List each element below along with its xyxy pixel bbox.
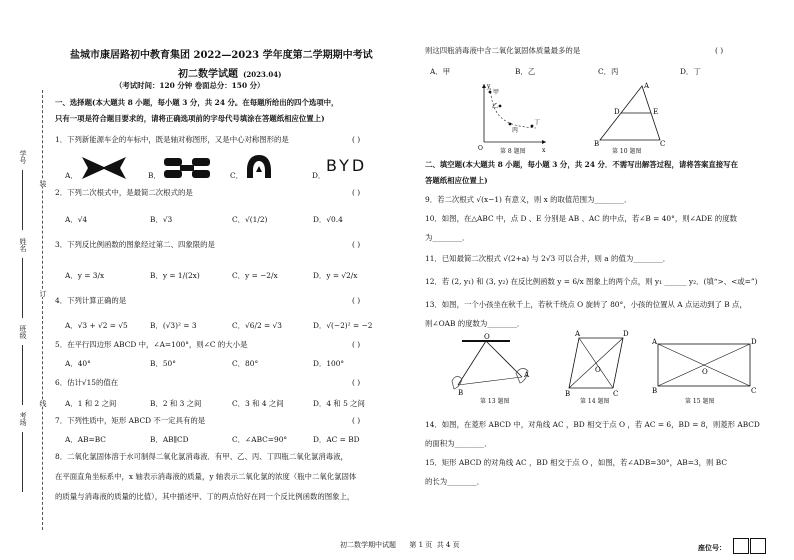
q1-option-b: B． [148, 171, 161, 180]
seat-label: 座位号： [698, 543, 726, 552]
fig13-o: O [484, 333, 490, 341]
binding-line [42, 90, 43, 530]
q5-option-b: B．50° [150, 359, 176, 368]
q11: 11．已知最简二次根式 √(2+a) 与 2√3 可以合并，则 a 的值为________． [425, 254, 671, 263]
q8-option-d: D．丁 [680, 67, 701, 76]
q6-stem: 6．估计√15的值在 [55, 378, 119, 387]
q5-stem: 5．在平行四边形 ABCD 中，∠A=100°，则∠C 的大小是 [55, 340, 248, 349]
q3-option-d: D．y = √2/x [313, 271, 358, 280]
section2-line2: 答题纸相应位置上) [425, 176, 488, 185]
q1-stem: 1．下列新能源车企的车标中，既是轴对称图形，又是中心对称图形的是 [55, 135, 289, 144]
q6-option-d: D．4 和 5 之间 [313, 399, 365, 408]
q14: 14．如图，在菱形 ABCD 中，对角线 AC ，BD 相交于点 O ，若 AC = 6，BD = 8，则菱形 ABCD [425, 420, 760, 429]
q2-paren: ( ) [352, 188, 361, 197]
q8-option-b: B．乙 [515, 67, 536, 76]
q7-paren: ( ) [352, 416, 361, 425]
fig10-c: C [660, 140, 666, 148]
q1-option-a: A． [65, 171, 78, 180]
fig14-o: O [595, 366, 601, 374]
section2-line1: 二、填空题(本大题共 8 小题，每小题 3 分，共 24 分．不需写出解答过程，请将答案直接写在 [425, 160, 738, 169]
q3-stem: 3．下列反比例函数的图象经过第二、四象限的是 [55, 240, 215, 249]
paper-title: 初二数学试题 [178, 69, 238, 80]
q3-option-a: A．y = 3/x [65, 271, 105, 280]
fig13-caption: 第 13 题图 [480, 398, 510, 405]
student-id-label: 学号 [19, 150, 27, 164]
paper-date: (2023.04) [243, 70, 282, 79]
q3-option-b: B．y = 1/(2x) [150, 271, 200, 280]
q9: 9．若二次根式 √(x−1) 有意义，则 x 的取值范围为________． [425, 195, 632, 204]
exam-room-label: 考场 [19, 412, 27, 426]
figure-14 [565, 330, 635, 396]
fig14-c: C [613, 390, 619, 396]
q7-option-c: C．∠ABC=90° [232, 435, 288, 444]
fig8-caption: 第 8 题图 [500, 148, 526, 155]
fig14-b: B [565, 390, 571, 396]
exam-title: 盐城市康居路初中教育集团 2022—2023 学年度第二学期期中考试 [70, 50, 373, 61]
fig8-x-label: x [542, 147, 546, 154]
q2-option-b: B．√3 [150, 215, 173, 224]
q8-line4: 则这四瓶消毒液中含二氧化氯固体质量最多的是 [425, 46, 581, 55]
fig15-caption: 第 15 题图 [685, 398, 715, 405]
fig15-a: A [652, 338, 658, 346]
fig10-b: B [594, 140, 600, 148]
fig8-ding: 丁 [534, 119, 541, 126]
q8-line2: 在平面直角坐标系中，x 轴表示消毒液的质量，y 轴表示二氧化氯的浓度（瓶中二氧化氯固体 [55, 472, 357, 481]
q1-option-d: D． [312, 171, 326, 180]
q7-option-b: B．AB∥CD [150, 435, 189, 444]
fig14-d: D [623, 330, 629, 338]
fig15-b: B [652, 387, 658, 394]
fig14-caption: 第 14 题图 [580, 398, 610, 405]
q6-option-b: B．2 和 3 之间 [150, 399, 202, 408]
q10-cont: 为________． [425, 233, 470, 242]
fig15-c: C [751, 387, 757, 394]
seal-char-2: 订 [39, 290, 47, 297]
q5-option-a: A．40° [65, 359, 91, 368]
fig15-d: D [751, 338, 757, 346]
q7-option-d: D．AC = BD [313, 435, 360, 444]
q1-logo-a [80, 155, 128, 181]
fig8-bing: 丙 [512, 127, 519, 134]
q4-option-b: B．(√3)² = 3 [150, 321, 197, 330]
exam-info: （考试时间：120 分钟 卷面总分：150 分） [115, 81, 265, 90]
q4-option-d: D．√(−2)² = −2 [313, 321, 373, 330]
figure-13 [440, 333, 540, 399]
q8-stem: 8．二氧化氯固体溶于水可制得二氧化氯消毒液．有甲、乙、丙、丁四瓶二氧化氯消毒液， [55, 452, 348, 461]
q8-option-a: A．甲 [430, 67, 451, 76]
fig8-yi: 乙 [492, 103, 499, 110]
q4-stem: 4．下列计算正确的是 [55, 296, 127, 305]
q2-option-c: C．√(1/2) [232, 215, 268, 224]
q7-option-a: A．AB=BC [65, 435, 106, 444]
q2-option-d: D．√0.4 [313, 215, 343, 224]
q4-option-c: C．√6/2 = √3 [232, 321, 282, 330]
q4-option-a: A．√3 + √2 = √5 [65, 321, 128, 330]
q5-paren: ( ) [352, 340, 361, 349]
q5-option-d: D．100° [313, 359, 345, 368]
seal-char-1: 装 [39, 180, 47, 187]
page-footer: 初二数学期中试题 第 1 页 共 4 页 [340, 541, 460, 549]
fig10-caption: 第 10 题图 [612, 148, 642, 155]
q6-option-a: A．1 和 2 之间 [65, 399, 117, 408]
fig13-a: A [524, 371, 530, 379]
fig15-o: O [702, 368, 708, 376]
q5-option-c: C．80° [232, 359, 259, 368]
q15-cont: 的长为________． [425, 477, 485, 486]
exam-room-blank [22, 432, 24, 492]
section1-line1: 一、选择题(本大题共 8 小题，每小题 3 分，共 24 分。在每题所给出的四个选项中， [55, 98, 339, 107]
q14-cont: 的面积为________． [425, 439, 492, 448]
q1-option-c: C． [230, 171, 244, 180]
q3-option-c: C．y = −2/x [232, 271, 278, 280]
seat-box-1[interactable] [733, 538, 749, 554]
q8-paren: ( ) [715, 46, 724, 55]
q8-line3: 的质量与消毒液的质量的比值），其中描述甲、丁的两点恰好在同一个反比例函数的图象上， [55, 492, 355, 501]
class-label: 班级 [19, 325, 27, 339]
class-blank [22, 345, 24, 405]
q12: 12．若 (2, y₁) 和 (3, y₂) 在反比例函数 y = 6/x 图象上的两个点，则 y₁ ______ y₂．(填“>、<或=”) [425, 277, 758, 286]
q4-paren: ( ) [352, 296, 361, 305]
q3-paren: ( ) [352, 240, 361, 249]
q1-paren: ( ) [352, 135, 361, 144]
fig10-d: D [614, 108, 620, 116]
fig8-jia: 甲 [493, 89, 500, 96]
q8-option-c: C．丙 [598, 67, 619, 76]
fig10-e: E [653, 108, 659, 116]
q1-logo-b [162, 155, 212, 181]
seat-box-2[interactable] [750, 538, 766, 554]
q6-option-c: C．3 和 4 之间 [232, 399, 284, 408]
q2-option-a: A．√4 [65, 215, 88, 224]
figure-15 [650, 336, 760, 394]
name-label: 姓名 [19, 238, 27, 252]
fig10-a: A [644, 82, 650, 90]
q1-logo-c [244, 152, 274, 182]
fig8-y-label: y [487, 83, 491, 90]
q13-cont: 则∠OAB 的度数为________． [425, 319, 525, 328]
student-id-blank [22, 170, 24, 230]
q13: 13．如图，一个小孩坐在秋千上，若秋千绕点 O 旋转了 80°，小孩的位置从 A 点运动到了 B 点， [425, 300, 747, 309]
fig8-origin: O [478, 145, 483, 152]
q7-stem: 7．下列性质中，矩形 ABCD 不一定具有的是 [55, 416, 206, 425]
q10: 10．如图，在△ABC 中，点 D 、E 分别是 AB 、AC 的中点，若∠B = 40°，则∠ADE 的度数 [425, 214, 737, 223]
figure-10 [590, 80, 670, 148]
q1-logo-d: BYD [326, 156, 368, 175]
fig13-b: B [458, 389, 464, 397]
q2-stem: 2．下列二次根式中，是最简二次根式的是 [55, 188, 193, 197]
q6-paren: ( ) [352, 378, 361, 387]
q15: 15．矩形 ABCD 的对角线 AC ，BD 相交于点 O ，如图，若∠ADB=30°，AB=3，则 BC [425, 458, 727, 467]
section1-line2: 只有一项是符合题目要求的，请将正确选项前的字母代号填涂在答题纸相应位置上) [55, 114, 325, 123]
name-blank [22, 258, 24, 318]
subtitle [178, 62, 281, 81]
seal-char-3: 线 [39, 400, 47, 407]
fig14-a: A [575, 330, 581, 338]
